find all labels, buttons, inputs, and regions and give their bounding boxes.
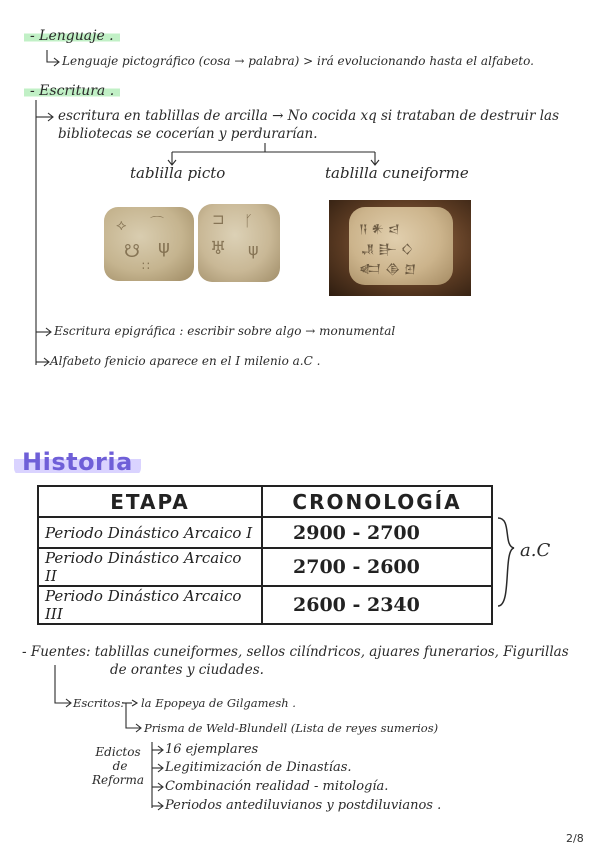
lenguaje-line: Lenguaje pictográfico (cosa → palabra) > irá evolucionando hasta el alfabeto.	[62, 54, 534, 68]
cronologia-cell: 2700 - 2600	[262, 548, 492, 586]
table-row	[38, 586, 492, 624]
eras-table	[37, 485, 493, 625]
etapa-cell: Periodo Dinástico Arcaico I	[38, 517, 262, 548]
list-item: Combinación realidad - mitología.	[165, 779, 389, 794]
escritura-line-1: escritura en tablillas de arcilla → No cocida xq si trataban de destruir las	[58, 108, 560, 124]
label-tablilla-cuneiforme: tablilla cuneiforme	[325, 164, 469, 182]
table-row	[38, 517, 492, 548]
pictographic-tablet-image-2: ⊐ ᚴ ♅ ψ	[198, 204, 280, 282]
cronologia-cell: 2600 - 2340	[262, 586, 492, 624]
fuentes-line-2: de orantes y ciudades.	[110, 662, 264, 678]
table-header-row	[38, 486, 492, 517]
label-tablilla-picto: tablilla picto	[130, 164, 226, 182]
epopeya-text: la Epopeya de Gilgamesh .	[141, 696, 296, 710]
edictos-label: Edictos de Reforma	[92, 745, 145, 787]
etapa-cell: Periodo Dinástico Arcaico II	[38, 548, 262, 586]
lenguaje-heading: - Lenguaje .	[24, 28, 120, 44]
cuneiform-tablet-image: 𒀀 𒀭 𒁀 𒂗 𒃲 𒄭 𒅗 𒆠 𒇻	[349, 207, 453, 285]
escritos-label: Escritos:	[73, 696, 125, 710]
page-number: 2/8	[566, 832, 584, 845]
brace-label-ac: a.C	[520, 540, 551, 561]
list-item: Legitimización de Dinastías.	[165, 760, 352, 775]
alfabeto-fenicio: Alfabeto fenicio aparece en el I milenio a.C .	[50, 354, 321, 368]
cronologia-cell: 2900 - 2700	[262, 517, 492, 548]
fuentes-line-1: - Fuentes: tablillas cuneiformes, sellos cilíndricos, ajuares funerarios, Figurillas	[22, 644, 569, 660]
prisma-text: Prisma de Weld-Blundell (Lista de reyes sumerios)	[144, 721, 439, 735]
escritura-line-2: bibliotecas se cocerían y perdurarían.	[58, 126, 318, 142]
etapa-cell: Periodo Dinástico Arcaico III	[38, 586, 262, 624]
escritura-heading: - Escritura .	[24, 83, 120, 99]
pictographic-tablet-image-1: ⟡ ⌒ ☋ ψ ∷	[104, 207, 194, 281]
table-header-etapa: ETAPA	[38, 486, 262, 517]
table-header-cronologia: CRONOLOGÍA	[262, 486, 492, 517]
list-item: 16 ejemplares	[165, 742, 259, 757]
historia-title: Historia	[14, 448, 141, 476]
list-item: Periodos antediluvianos y postdiluvianos .	[165, 798, 442, 813]
table-row	[38, 548, 492, 586]
escritura-epigrafica: Escritura epigráfica : escribir sobre algo → monumental	[54, 324, 396, 338]
